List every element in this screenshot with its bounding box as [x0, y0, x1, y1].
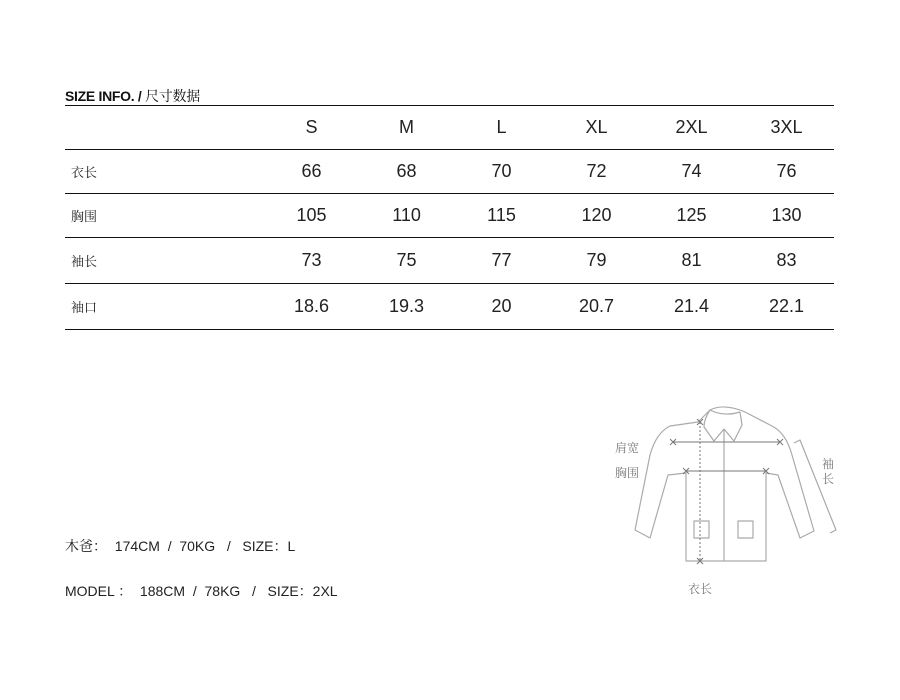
garment-diagram	[600, 395, 850, 605]
table-cell: 18.6	[264, 284, 359, 330]
header-size-s: S	[264, 106, 359, 150]
sleeve-length-label-2: 长	[822, 472, 835, 486]
header-size-3xl: 3XL	[739, 106, 834, 150]
table-row	[65, 150, 834, 194]
row-label: 胸围	[65, 194, 264, 238]
table-cell: 76	[739, 150, 834, 194]
table-row	[65, 284, 834, 330]
table-cell: 110	[359, 194, 454, 238]
chest-label: 胸围	[615, 466, 640, 480]
table-cell: 81	[644, 238, 739, 284]
table-cell: 77	[454, 238, 549, 284]
table-cell: 73	[264, 238, 359, 284]
header-size-m: M	[359, 106, 454, 150]
table-cell: 72	[549, 150, 644, 194]
row-label: 袖长	[65, 238, 264, 284]
table-cell: 68	[359, 150, 454, 194]
jacket-outline-illustration	[600, 395, 850, 605]
table-cell: 120	[549, 194, 644, 238]
row-label: 袖口	[65, 284, 264, 330]
table-cell: 115	[454, 194, 549, 238]
size-info-title	[65, 86, 200, 106]
table-cell: 19.3	[359, 284, 454, 330]
row-label: 衣长	[65, 150, 264, 194]
table-cell: 70	[454, 150, 549, 194]
header-size-2xl: 2XL	[644, 106, 739, 150]
model-info-2: MODEL ： 188CM / 78KG / SIZE：2XL	[65, 583, 338, 599]
table-cell: 66	[264, 150, 359, 194]
size-table	[65, 105, 834, 330]
header-empty-cell	[65, 106, 264, 150]
title-english: SIZE INFO. /	[65, 88, 146, 104]
sleeve-length-label-1: 袖	[822, 457, 835, 471]
header-size-xl: XL	[549, 106, 644, 150]
shoulder-width-label: 肩宽	[615, 441, 640, 455]
table-cell: 75	[359, 238, 454, 284]
table-cell: 125	[644, 194, 739, 238]
table-cell: 79	[549, 238, 644, 284]
table-cell: 74	[644, 150, 739, 194]
table-cell: 21.4	[644, 284, 739, 330]
table-header-row	[65, 106, 834, 150]
table-cell: 105	[264, 194, 359, 238]
body-length-label: 衣长	[688, 582, 713, 596]
table-cell: 20	[454, 284, 549, 330]
table-cell: 22.1	[739, 284, 834, 330]
table-cell: 83	[739, 238, 834, 284]
table-row	[65, 194, 834, 238]
table-row	[65, 238, 834, 284]
table-cell: 20.7	[549, 284, 644, 330]
model-info-1: 木爸： 174CM / 70KG / SIZE：L	[65, 538, 296, 554]
table-cell: 130	[739, 194, 834, 238]
header-size-l: L	[454, 106, 549, 150]
title-chinese: 尺寸数据	[145, 88, 200, 104]
